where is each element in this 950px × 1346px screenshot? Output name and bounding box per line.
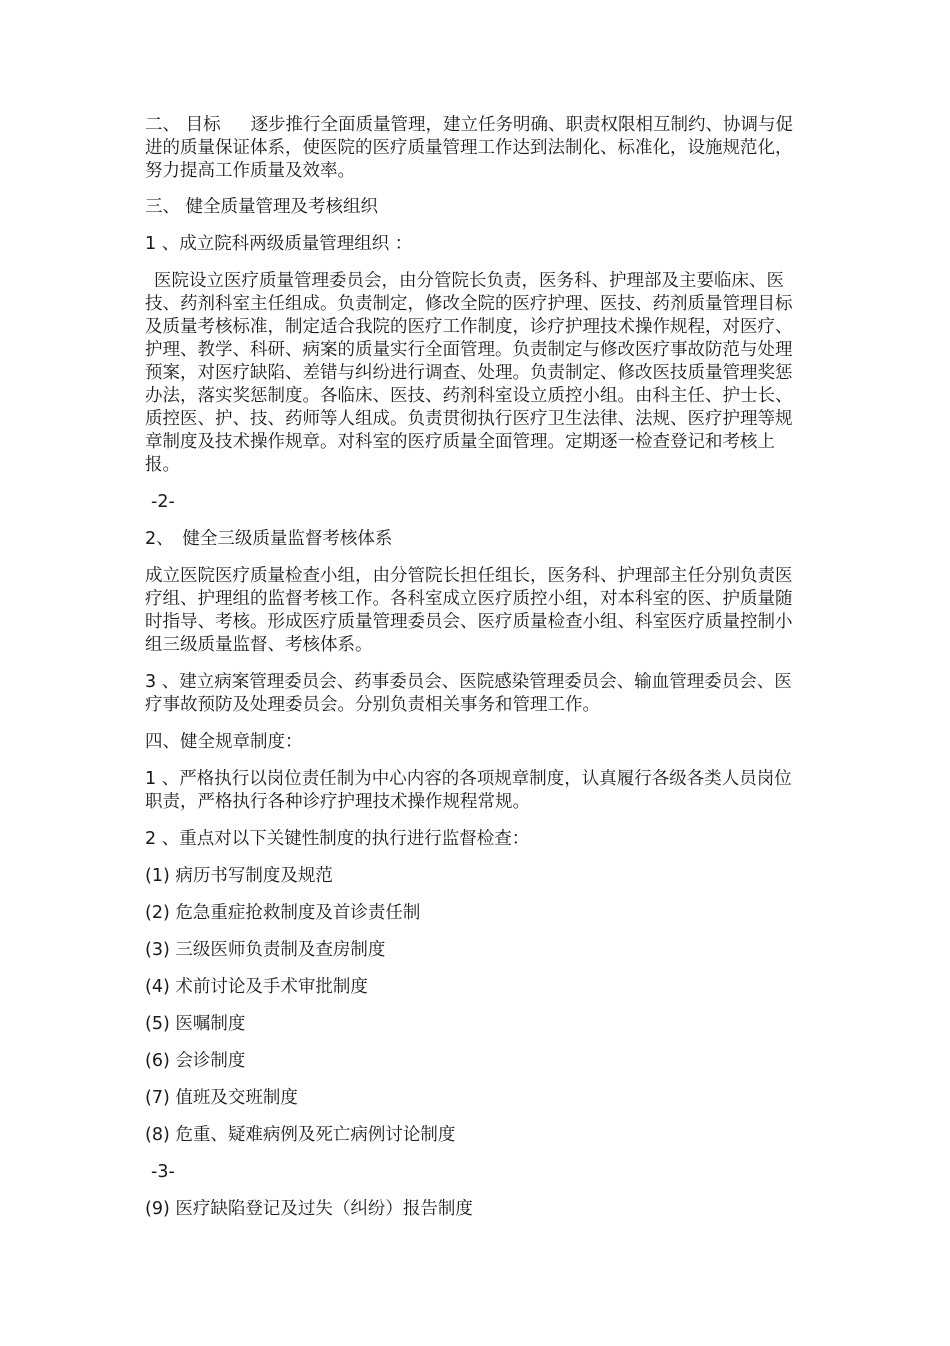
list-item: (3) 三级医师负责制及查房制度: [145, 940, 386, 960]
page-number-2: -2-: [151, 492, 175, 512]
item-3-3-text: 3 、建立病案管理委员会、药事委员会、医院感染管理委员会、输血管理委员会、医疗事故预防及处理委员会。分别负责相关事务和管理工作。: [145, 672, 792, 715]
page-number-3: -3-: [151, 1162, 175, 1182]
list-item: (2) 危急重症抢救制度及首诊责任制: [145, 903, 421, 923]
item-3-2-heading: 2、 健全三级质量监督考核体系: [145, 529, 393, 549]
item-4-2-text: 2 、重点对以下关键性制度的执行进行监督检查：: [145, 829, 530, 849]
item-4-1-text: 1 、严格执行以岗位责任制为中心内容的各项规章制度，认真履行各级各类人员岗位职责，严格执行各种诊疗护理技术操作规程常规。: [145, 769, 792, 812]
section-4-heading: 四、健全规章制度：: [145, 732, 303, 752]
list-item: (8) 危重、疑难病例及死亡病例讨论制度: [145, 1125, 456, 1145]
goal-heading: 二、 目标: [145, 115, 221, 135]
list-item: (5) 医嘱制度: [145, 1014, 246, 1034]
goal-paragraph: [145, 114, 805, 183]
item-3-1-text: 医院设立医疗质量管理委员会，由分管院长负责，医务科、护理部及主要临床、医技、药剂科室主任组成。负责制定，修改全院的医疗护理、医技、药剂质量管理目标及质量考核标准，制定适合我院的医疗工作制度，诊疗护理技术操作规程，对医疗、护理、教学、科研、病案的质量实行全面管理。负责制定与修改医疗事故防范与处理预案，对医疗缺陷、差错与纠纷进行调查、处理。负责制定、修改医技质量管理奖惩办法，落实奖惩制度。各临床、医技、药剂科室设立质控小组。由科主任、护士长、质控医、护、技、药师等人组成。负责贯彻执行医疗卫生法律、法规、医疗护理等规章制度及技术操作规章。对科室的医疗质量全面管理。定期逐一检查登记和考核上报。: [145, 271, 793, 475]
section-3-heading: 三、 健全质量管理及考核组织: [145, 197, 379, 217]
goal-text: 逐步推行全面质量管理，建立任务明确、职责权限相互制约、协调与促进的质量保证体系，使医院的医疗质量管理工作达到法制化、标准化，设施规范化，努力提高工作质量及效率。: [145, 115, 794, 181]
document-page: [145, 114, 805, 1235]
item-3-1-heading: 1 、成立院科两级质量管理组织 ：: [145, 234, 413, 254]
list-item: (7) 值班及交班制度: [145, 1088, 298, 1108]
list-item: (4) 术前讨论及手术审批制度: [145, 977, 368, 997]
item-3-2-text: 成立医院医疗质量检查小组，由分管院长担任组长，医务科、护理部主任分别负责医疗组、护理组的监督考核工作。各科室成立医疗质控小组，对本科室的医、护质量随时指导、考核。形成医疗质量管理委员会、医疗质量检查小组、科室医疗质量控制小组三级质量监督、考核体系。: [145, 566, 793, 655]
list-item: (6) 会诊制度: [145, 1051, 246, 1071]
list-item: (9) 医疗缺陷登记及过失（纠纷）报告制度: [145, 1199, 473, 1219]
list-item: (1) 病历书写制度及规范: [145, 866, 333, 886]
